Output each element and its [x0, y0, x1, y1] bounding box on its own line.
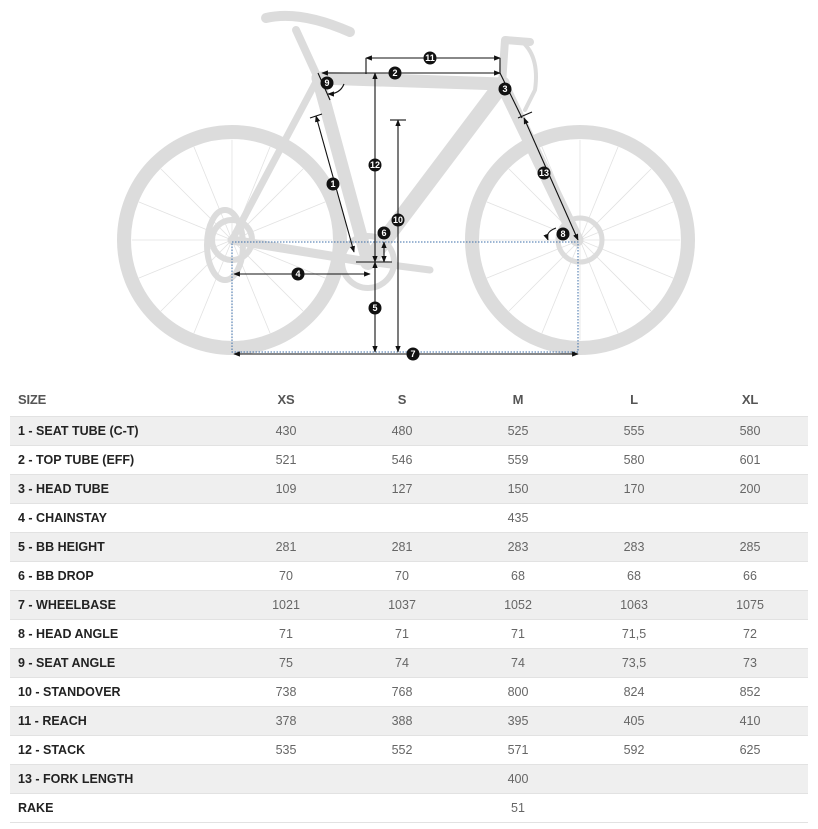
- table-row: [10, 794, 808, 823]
- marker-1: [327, 178, 340, 191]
- row-value: 852: [692, 678, 808, 707]
- row-value: 738: [228, 678, 344, 707]
- row-label: 6 - BB DROP: [10, 562, 228, 591]
- svg-text:1: 1: [330, 179, 336, 189]
- row-value: 200: [692, 475, 808, 504]
- svg-text:13: 13: [538, 168, 550, 178]
- row-value: 555: [576, 417, 692, 446]
- row-value: 580: [692, 417, 808, 446]
- row-label: RAKE: [10, 794, 228, 823]
- table-row: [10, 562, 808, 591]
- bike-silhouette: [124, 16, 688, 348]
- row-value: 521: [228, 446, 344, 475]
- row-value: 535: [228, 736, 344, 765]
- marker-8: [557, 228, 570, 241]
- row-value: 109: [228, 475, 344, 504]
- svg-text:11: 11: [425, 53, 435, 63]
- header-size: SIZE: [18, 391, 47, 407]
- table-row: [10, 620, 808, 649]
- row-value: 388: [344, 707, 460, 736]
- row-label: 13 - FORK LENGTH: [10, 765, 228, 794]
- row-label: 7 - WHEELBASE: [10, 591, 228, 620]
- header-l: L: [630, 391, 638, 407]
- row-value: 1052: [460, 591, 576, 620]
- marker-3: [499, 83, 512, 96]
- table-header-row: [10, 382, 808, 417]
- header-m: M: [512, 391, 524, 407]
- header-xl: XL: [741, 391, 759, 407]
- row-value: 525: [460, 417, 576, 446]
- row-value: 571: [460, 736, 576, 765]
- row-value: 281: [344, 533, 460, 562]
- table-row: [10, 736, 808, 765]
- table-row: [10, 765, 808, 794]
- row-value: 430: [228, 417, 344, 446]
- row-value: [344, 765, 460, 794]
- row-value: 66: [692, 562, 808, 591]
- row-value: 1063: [576, 591, 692, 620]
- row-value: 405: [576, 707, 692, 736]
- row-value: 1037: [344, 591, 460, 620]
- row-value: 824: [576, 678, 692, 707]
- row-label: 10 - STANDOVER: [10, 678, 228, 707]
- row-value: 395: [460, 707, 576, 736]
- row-value: 74: [460, 649, 576, 678]
- row-value: 625: [692, 736, 808, 765]
- row-value: [228, 504, 344, 533]
- row-value: [344, 504, 460, 533]
- row-value: 800: [460, 678, 576, 707]
- row-value: 68: [460, 562, 576, 591]
- row-value: 281: [228, 533, 344, 562]
- table-row: [10, 475, 808, 504]
- marker-4: [292, 268, 305, 281]
- row-value: [344, 794, 460, 823]
- marker-5: [369, 302, 382, 315]
- table-row: [10, 446, 808, 475]
- marker-2: [389, 67, 402, 80]
- row-value: 601: [692, 446, 808, 475]
- row-value: 435: [460, 504, 576, 533]
- table-row: [10, 591, 808, 620]
- row-value: 72: [692, 620, 808, 649]
- bike-geometry-diagram: [0, 0, 818, 375]
- table-row: [10, 504, 808, 533]
- row-value: [692, 765, 808, 794]
- row-label: 9 - SEAT ANGLE: [10, 649, 228, 678]
- row-value: 73,5: [576, 649, 692, 678]
- row-value: 480: [344, 417, 460, 446]
- svg-text:6: 6: [381, 228, 387, 238]
- row-value: 378: [228, 707, 344, 736]
- svg-text:2: 2: [392, 68, 398, 78]
- row-label: 11 - REACH: [10, 707, 228, 736]
- svg-text:5: 5: [372, 303, 378, 313]
- marker-11: [424, 52, 437, 65]
- svg-text:4: 4: [295, 269, 301, 279]
- row-value: 552: [344, 736, 460, 765]
- svg-text:9: 9: [324, 78, 330, 88]
- row-label: 3 - HEAD TUBE: [10, 475, 228, 504]
- row-label: 1 - SEAT TUBE (C-T): [10, 417, 228, 446]
- table-row: [10, 678, 808, 707]
- row-value: 150: [460, 475, 576, 504]
- table-row: [10, 417, 808, 446]
- row-value: [576, 765, 692, 794]
- row-value: 285: [692, 533, 808, 562]
- svg-text:3: 3: [502, 84, 508, 94]
- row-value: 127: [344, 475, 460, 504]
- header-xs: XS: [277, 391, 295, 407]
- row-label: 2 - TOP TUBE (EFF): [10, 446, 228, 475]
- row-value: 592: [576, 736, 692, 765]
- row-label: 5 - BB HEIGHT: [10, 533, 228, 562]
- table-row: [10, 533, 808, 562]
- svg-text:8: 8: [560, 229, 566, 239]
- marker-12: [369, 159, 382, 172]
- row-label: 12 - STACK: [10, 736, 228, 765]
- marker-10: [392, 214, 405, 227]
- marker-13: [538, 167, 551, 180]
- row-value: 71,5: [576, 620, 692, 649]
- row-value: [692, 504, 808, 533]
- row-value: [692, 794, 808, 823]
- row-label: 4 - CHAINSTAY: [10, 504, 228, 533]
- row-value: 1021: [228, 591, 344, 620]
- row-value: 71: [344, 620, 460, 649]
- row-value: 410: [692, 707, 808, 736]
- row-value: 71: [228, 620, 344, 649]
- row-value: 68: [576, 562, 692, 591]
- row-value: 580: [576, 446, 692, 475]
- marker-6: [378, 227, 391, 240]
- row-value: 400: [460, 765, 576, 794]
- row-value: [228, 794, 344, 823]
- header-s: S: [397, 391, 407, 407]
- row-value: 559: [460, 446, 576, 475]
- row-value: [576, 504, 692, 533]
- svg-text:7: 7: [410, 349, 416, 359]
- row-value: 73: [692, 649, 808, 678]
- row-value: 75: [228, 649, 344, 678]
- row-value: 170: [576, 475, 692, 504]
- row-value: 1075: [692, 591, 808, 620]
- svg-text:12: 12: [369, 160, 381, 170]
- row-value: 74: [344, 649, 460, 678]
- row-value: 283: [460, 533, 576, 562]
- table-row: [10, 707, 808, 736]
- row-label: 8 - HEAD ANGLE: [10, 620, 228, 649]
- marker-9: [321, 77, 334, 90]
- row-value: [576, 794, 692, 823]
- geometry-table: [10, 382, 808, 823]
- row-value: 51: [460, 794, 576, 823]
- marker-7: [407, 348, 420, 361]
- row-value: 70: [344, 562, 460, 591]
- row-value: 283: [576, 533, 692, 562]
- row-value: 546: [344, 446, 460, 475]
- svg-text:10: 10: [392, 215, 404, 225]
- row-value: 70: [228, 562, 344, 591]
- row-value: 768: [344, 678, 460, 707]
- table-row: [10, 649, 808, 678]
- row-value: 71: [460, 620, 576, 649]
- row-value: [228, 765, 344, 794]
